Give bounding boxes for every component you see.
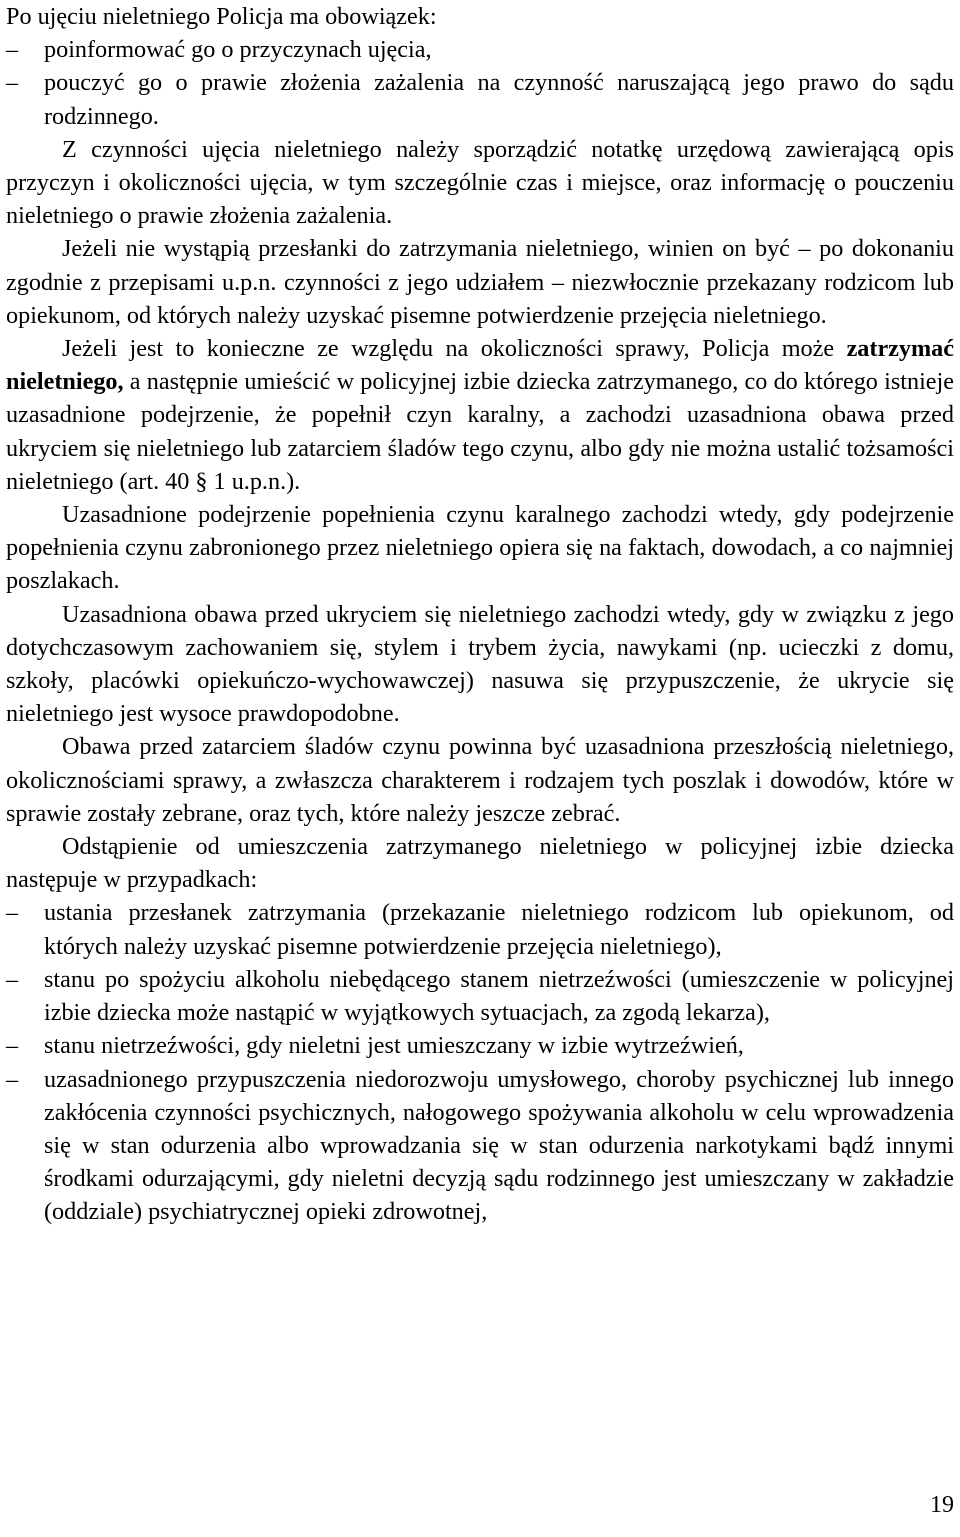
dash-bullet: – [6, 36, 19, 64]
list-item [6, 896, 954, 962]
paragraph-exceptions-intro: Odstąpienie od umieszczenia zatrzymanego nieletniego w policyjnej izbie dziecka następuje w przypadkach: [6, 833, 954, 894]
list-item-text: uzasadnionego przypuszczenia niedorozwoju umysłowego, choroby psychicznej lub innego zakłócenia czynności psychicznych, nałogowego spożywania alkoholu w celu wprowadzenia się w stan odurzenia albo wprowadzania się w stan odurzenia narkotykami bądź innymi środkami odurzającymi, gdy nieletni decyzją sądu rodzinnego jest umieszczany w zakładzie (oddziale) psychiatrycznej opieki zdrowotnej, [44, 1065, 954, 1226]
paragraph-official-note: Z czynności ujęcia nieletniego należy sporządzić notatkę urzędową zawierającą opis przyczyn i okoliczności ujęcia, w tym szczególnie czas i miejsce, oraz informację o pouczeniu nieletniego o prawie złożenia zażalenia. [6, 135, 954, 230]
list-item [6, 1063, 954, 1229]
list-item [6, 963, 954, 1029]
dash-bullet: – [6, 69, 19, 97]
bold-term: zatrzymać nieletniego, [6, 335, 954, 396]
list-item [6, 1029, 954, 1062]
list-item-text: ustania przesłanek zatrzymania (przekazanie nieletniego rodzicom lub opiekunom, od których należy uzyskać pisemne potwierdzenie przejęcia nieletniego), [44, 899, 954, 960]
paragraph-evidence-risk: Obawa przed zatarciem śladów czynu powinna być uzasadniona przeszłością nieletniego, okolicznościami sprawy, a zwłaszcza charakterem i rodzajem tych poszlak i dowodów, które w sprawie zostały zebrane, oraz tych, które należy jeszcze zebrać. [6, 733, 954, 827]
document-body [6, 0, 954, 1229]
list-item-text: pouczyć go o prawie złożenia zażalenia na czynność naruszającą jego prawo do sądu rodzinnego. [44, 69, 954, 130]
dash-bullet: – [6, 965, 19, 993]
paragraph-handover: Jeżeli nie wystąpią przesłanki do zatrzymania nieletniego, winien on być – po dokonaniu zgodnie z przepisami u.p.n. czynności z jego udziałem – niezwłocznie przekazany rodzicom lub opiekunom, od których należy uzyskać pisemne potwierdzenie przejęcia nieletniego. [6, 235, 954, 329]
paragraph-obligations-intro: Po ujęciu nieletniego Policja ma obowiązek: [6, 3, 437, 30]
dash-bullet: – [6, 899, 19, 927]
paragraph-text: 1 u.p.n.). [207, 467, 301, 495]
list-item-text: poinformować go o przyczynach ujęcia, [44, 36, 432, 64]
paragraph-detention [6, 332, 954, 498]
list-item [6, 33, 954, 66]
list-item [6, 66, 954, 132]
dash-bullet: – [6, 1032, 19, 1060]
paragraph-text: a następnie umieścić w policyjnej izbie dziecka zatrzymanego, co do którego istnieje uzasadnione podejrzenie, że popełnił czyn karalny, a zachodzi uzasadniona obawa przed ukryciem się nieletniego lub zatarciem śladów tego czynu, albo gdy nie można ustalić tożsamości nieletniego (art. 40 [6, 368, 954, 495]
paragraph-hiding-risk: Uzasadniona obawa przed ukryciem się nieletniego zachodzi wtedy, gdy w związku z jego dotychczasowym zachowaniem się, stylem i trybem życia, nawykami (np. ucieczki z domu, szkoły, placówki opiekuńczo-wychowawczej) nasuwa się przypuszczenie, że ukrycie się nieletniego jest wysoce prawdopodobne. [6, 600, 954, 728]
paragraph-suspicion: Uzasadnione podejrzenie popełnienia czynu karalnego zachodzi wtedy, gdy podejrzenie popełnienia czynu zabronionego przez nieletniego opiera się na faktach, dowodach, a co najmniej poszlakach. [6, 501, 954, 595]
dash-bullet: – [6, 1065, 19, 1093]
list-item-text: stanu nietrzeźwości, gdy nieletni jest umieszczany w izbie wytrzeźwień, [44, 1032, 744, 1060]
paragraph-text: Jeżeli jest to konieczne ze względu na okoliczności sprawy, Policja może [62, 335, 847, 363]
section-sign: § [195, 467, 208, 495]
page-number: 19 [930, 1492, 954, 1518]
list-item-text: stanu po spożyciu alkoholu niebędącego stanem nietrzeźwości (umieszczenie w policyjnej izbie dziecka może nastąpić w wyjątkowych sytuacjach, za zgodą lekarza), [44, 965, 954, 1027]
